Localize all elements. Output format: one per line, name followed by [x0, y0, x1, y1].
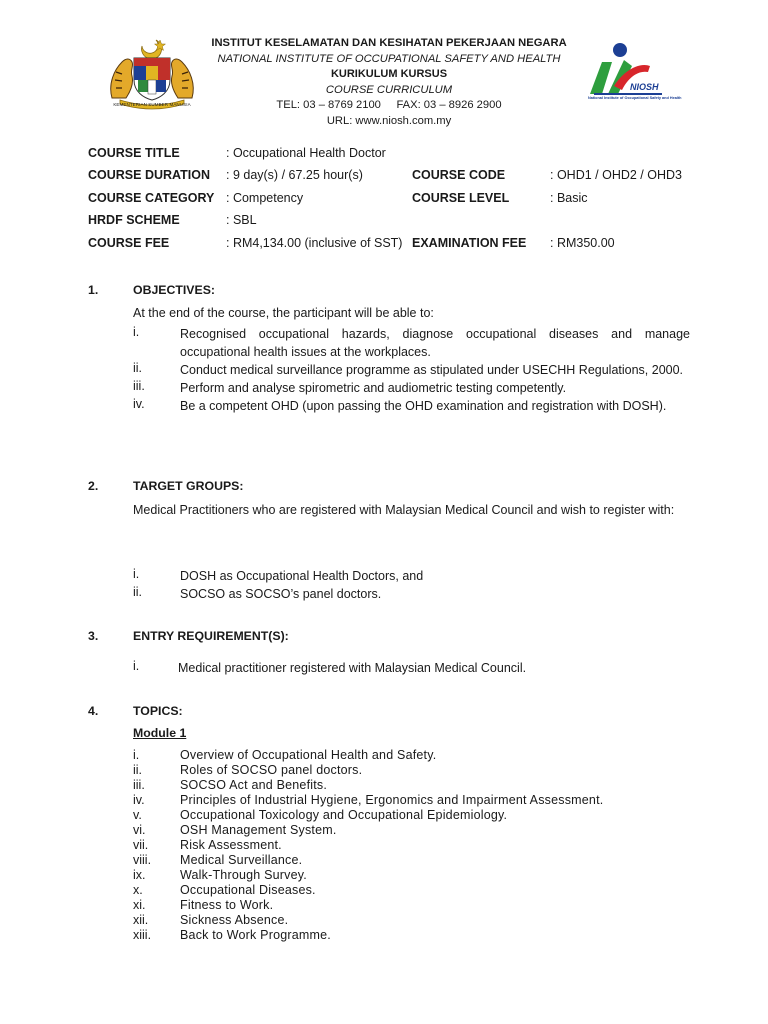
course-level-label: COURSE LEVEL	[412, 190, 510, 205]
item-text: Principles of Industrial Hygiene, Ergonomics and Impairment Assessment.	[180, 793, 604, 807]
list-item	[133, 585, 690, 603]
course-code-label: COURSE CODE	[412, 168, 506, 183]
item-text: Overview of Occupational Health and Safety.	[180, 748, 437, 762]
list-item	[133, 379, 690, 397]
section-title: ENTRY REQUIREMENT(S):	[133, 629, 289, 643]
item-text: Risk Assessment.	[180, 838, 282, 852]
item-number: i.	[133, 659, 140, 673]
list-item	[133, 928, 690, 943]
item-text: Sickness Absence.	[180, 913, 289, 927]
curriculum-english: COURSE CURRICULUM	[325, 83, 453, 96]
item-text: Perform and analyse spirometric and audiometric testing competently.	[180, 381, 567, 395]
item-text: Occupational Toxicology and Occupational Epidemiology.	[180, 808, 508, 822]
topics-list	[133, 748, 690, 943]
item-text: DOSH as Occupational Health Doctors, and	[180, 569, 424, 583]
section-number: 4.	[88, 704, 99, 718]
item-number: iv.	[133, 793, 145, 807]
item-text: Medical practitioner registered with Malaysian Medical Council.	[178, 661, 527, 675]
list-item	[133, 763, 690, 778]
niosh-logo-caption: National Institute of Occupational Safety and Health	[588, 96, 682, 100]
item-text: Walk-Through Survey.	[180, 868, 307, 882]
hrdf-scheme-value: : SBL	[226, 213, 257, 228]
section-number: 3.	[88, 629, 99, 643]
item-number: i.	[133, 325, 140, 339]
item-number: ii.	[133, 585, 143, 599]
item-number: vii.	[133, 838, 149, 852]
item-text: Recognised occupational hazards, diagnose occupational diseases and manage occupational health issues at the workplaces.	[180, 327, 690, 359]
item-number: iii.	[133, 379, 145, 393]
list-item	[133, 325, 690, 361]
section-number: 2.	[88, 479, 99, 493]
item-text: Back to Work Programme.	[180, 928, 331, 942]
item-number: i.	[133, 567, 140, 581]
item-number: xi.	[133, 898, 146, 912]
course-duration-label: COURSE DURATION	[88, 168, 210, 183]
item-number: iv.	[133, 397, 145, 411]
course-category-label: COURSE CATEGORY	[88, 190, 215, 205]
target-groups-intro: Medical Practitioners who are registered with Malaysian Medical Council and wish to register with:	[133, 503, 675, 517]
item-text: Roles of SOCSO panel doctors.	[180, 763, 363, 777]
item-text: Be a competent OHD (upon passing the OHD examination and registration with DOSH).	[180, 399, 667, 413]
item-number: viii.	[133, 853, 152, 867]
section-number: 1.	[88, 283, 99, 297]
list-item	[133, 748, 690, 763]
list-item	[133, 823, 690, 838]
item-number: xii.	[133, 913, 149, 927]
objectives-list	[133, 325, 690, 415]
item-number: vi.	[133, 823, 146, 837]
section-title: TOPICS:	[133, 704, 183, 718]
entry-requirements-list	[133, 659, 690, 677]
item-text: Fitness to Work.	[180, 898, 274, 912]
ministry-caption: KEMENTERIAN SUMBER MANUSIA	[113, 102, 191, 107]
exam-fee-value: : RM350.00	[550, 235, 615, 250]
list-item	[133, 659, 690, 677]
course-title-value: : Occupational Health Doctor	[226, 146, 386, 160]
list-item	[133, 838, 690, 853]
list-item	[133, 808, 690, 823]
course-title-label: COURSE TITLE	[88, 146, 180, 160]
item-text: Conduct medical surveillance programme as stipulated under USECHH Regulations, 2000.	[180, 363, 684, 377]
course-category-value: : Competency	[226, 190, 304, 205]
list-item	[133, 793, 690, 808]
list-item	[133, 567, 690, 585]
list-item	[133, 853, 690, 868]
objectives-intro: At the end of the course, the participant will be able to:	[133, 306, 434, 320]
item-number: x.	[133, 883, 143, 897]
url-line: URL: www.niosh.com.my	[326, 114, 452, 127]
course-fee-label: COURSE FEE	[88, 235, 170, 250]
list-item	[133, 397, 690, 415]
list-item	[133, 361, 690, 379]
course-fee-value: : RM4,134.00 (inclusive of SST)	[226, 235, 403, 250]
item-number: iii.	[133, 778, 145, 792]
item-text: Medical Surveillance.	[180, 853, 303, 867]
item-text: OSH Management System.	[180, 823, 337, 837]
item-number: i.	[133, 748, 140, 762]
hrdf-scheme-label: HRDF SCHEME	[88, 213, 180, 228]
list-item	[133, 868, 690, 883]
course-level-value: : Basic	[550, 190, 588, 205]
item-text: SOCSO as SOCSO’s panel doctors.	[180, 587, 382, 601]
course-code-value: : OHD1 / OHD2 / OHD3	[550, 168, 682, 183]
list-item	[133, 778, 690, 793]
section-title: TARGET GROUPS:	[133, 479, 244, 493]
item-number: ii.	[133, 361, 143, 375]
institute-english-name: NATIONAL INSTITUTE OF OCCUPATIONAL SAFETY AND HEALTH	[217, 52, 561, 65]
target-groups-list	[133, 567, 690, 603]
item-text: Occupational Diseases.	[180, 883, 316, 897]
list-item	[133, 883, 690, 898]
exam-fee-label: EXAMINATION FEE	[412, 235, 527, 250]
list-item	[133, 913, 690, 928]
module-heading: Module 1	[133, 726, 187, 740]
curriculum-malay: KURIKULUM KURSUS	[330, 68, 448, 80]
item-text: SOCSO Act and Benefits.	[180, 778, 328, 792]
course-duration-value: : 9 day(s) / 67.25 hour(s)	[226, 168, 363, 183]
item-number: ix.	[133, 868, 146, 882]
niosh-logo	[584, 40, 684, 104]
list-item	[133, 898, 690, 913]
item-number: v.	[133, 808, 142, 822]
niosh-logo-text: NIOSH	[630, 82, 659, 92]
contact-line: TEL: 03 – 8769 2100 FAX: 03 – 8926 2900	[276, 99, 502, 111]
institute-malay-name: INSTITUT KESELAMATAN DAN KESIHATAN PEKERJAAN NEGARA	[211, 37, 567, 49]
item-number: xiii.	[133, 928, 152, 942]
item-number: ii.	[133, 763, 143, 777]
section-title: OBJECTIVES:	[133, 283, 215, 297]
document-header	[180, 36, 598, 129]
